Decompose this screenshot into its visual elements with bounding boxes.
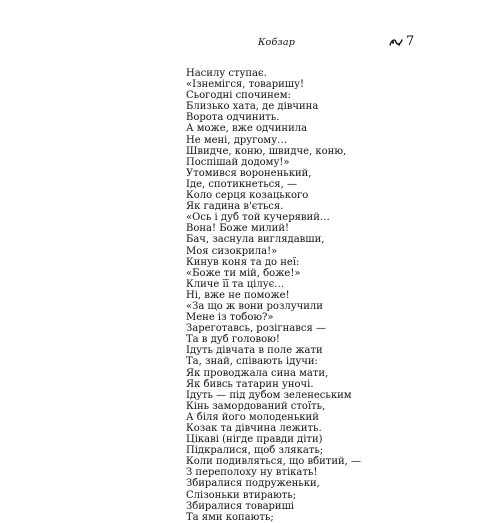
poem-line: З переполоху ну втікать! (186, 467, 318, 479)
poem-line: Коло серця козацького (186, 190, 309, 202)
poem-line: Іде, спотикнеться, — (186, 178, 297, 190)
poem-line: Слізоньки втирають; (186, 489, 297, 501)
poem-line: «Боже ти мій, боже!» (186, 267, 301, 279)
poem-line: Ворота одчинить. (186, 112, 280, 124)
poem-line: Зареготавсь, розігнався — (186, 323, 326, 335)
poem-line: Та в дуб головою! (186, 334, 280, 346)
poem-line: Близько хата, де дівчина (186, 101, 319, 113)
fleuron-ornament-icon (389, 37, 403, 48)
poem-line: Та ями копають; (186, 511, 274, 523)
poem-line: Козак та дівчина лежить. (186, 423, 322, 434)
poem-line: Ідуть — під дубом зеленеським (186, 389, 352, 401)
poem-line: Цікаві (нігде правди діти) (186, 434, 323, 446)
poem-line: «За що ж вони розлучили (186, 300, 323, 312)
poem-line: А може, вже одчинила (186, 123, 308, 135)
poem-line: Збиралися товариші (186, 500, 295, 512)
poem-line: Бач, заснула виглядавши, (186, 234, 325, 246)
poem-line: Поспішай додому!» (186, 156, 290, 168)
poem-line: Швидче, коню, швидче, коню, (186, 145, 347, 157)
poem-line: Утомився вороненький, (186, 167, 312, 179)
poem-line: Та, знай, співають ідучи: (186, 356, 318, 368)
poem-line: Підкралися, щоб злякать; (186, 445, 324, 457)
poem-text (186, 68, 361, 523)
poem-line: Не мені, другому… (186, 134, 288, 146)
poem-line: Ідуть дівчата в поле жати (186, 345, 323, 357)
poem-line: Кличе її та цілує… (186, 278, 285, 290)
poem-line: Кінь замордований стоїть, (186, 400, 326, 412)
running-title: Кобзар (258, 37, 295, 48)
poem-line: Збиралися подруженьки, (186, 478, 320, 490)
poem-line: Кинув коня та до неї: (186, 256, 300, 268)
page-number: 7 (406, 34, 415, 49)
poem-line: А біля його молоденький (186, 411, 319, 423)
poem-line: Сьогодні спочинем: (186, 90, 291, 102)
poem-line: «Ось і дуб той кучерявий… (186, 212, 330, 224)
poem-line: Насилу ступає. (186, 68, 267, 79)
poem-line: Як бивсь татарин уночі. (186, 378, 314, 390)
poem-line: Як гадина в'ється. (186, 201, 284, 213)
poem-line: Вона! Боже милий! (186, 223, 290, 235)
poem-line: Як проводжала сина мати, (186, 367, 329, 379)
folio (389, 35, 414, 49)
poem-line: Коли подивляться, що вбитий, — (186, 456, 362, 468)
poem-line: Ні, вже не поможе! (186, 289, 290, 301)
running-head (0, 34, 500, 51)
poem-line: «Ізнемігся, товаришу! (186, 79, 304, 91)
poem-line: Моя сизокрила!» (186, 245, 278, 257)
poem-line: Мене із тобою?» (186, 312, 274, 324)
